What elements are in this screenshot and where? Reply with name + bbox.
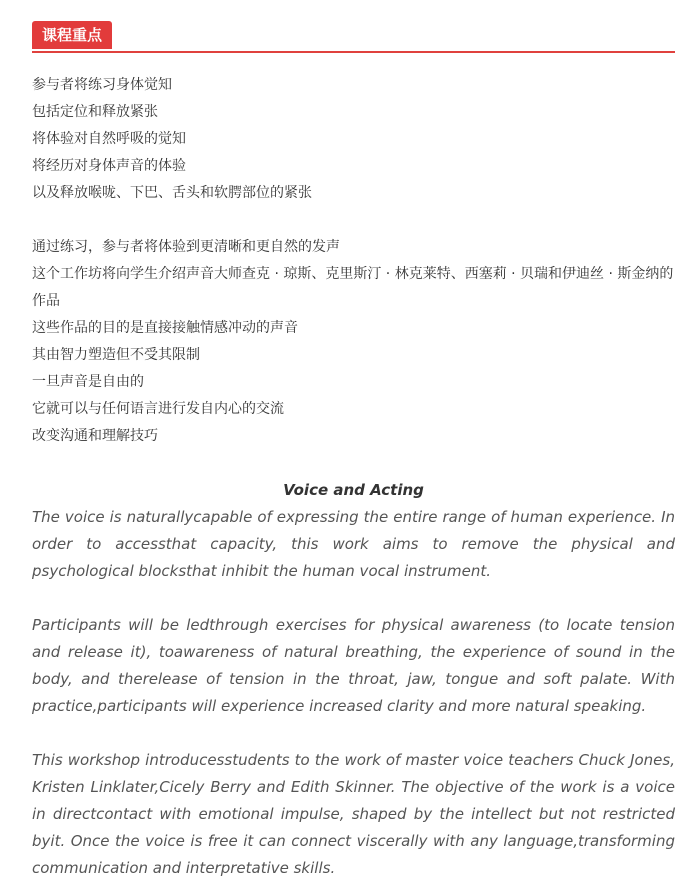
paragraph-gap (32, 207, 675, 234)
english-section-title: Voice and Acting (283, 481, 424, 499)
chinese-line: 其由智力塑造但不受其限制 (32, 347, 200, 363)
english-paragraph: Participants will be ledthrough exercises for physical awareness (to locate tension and release it), toawareness of natural breathing, the experience of sound in the body, and therelease of tension in the throat, jaw, tongue and soft palate. With practice,participants will experience increased clarity and more natural speaking. (32, 616, 675, 715)
chinese-line: 一旦声音是自由的 (32, 374, 144, 390)
chinese-line: 以及释放喉咙、下巴、舌头和软腭部位的紧张 (32, 185, 312, 201)
chinese-text-block (32, 72, 675, 450)
chinese-line: 参与者将练习身体觉知 (32, 77, 172, 93)
chinese-line: 改变沟通和理解技巧 (32, 428, 158, 444)
section-title-badge: 课程重点 (32, 21, 112, 49)
paragraph-gap (32, 585, 675, 612)
english-paragraph: This workshop introducesstudents to the work of master voice teachers Chuck Jones, Kristen Linklater,Cicely Berry and Edith Skinner. The objective of the work is a voice in directcontact with emotional impulse, shaped by the intellect but not restricted byit. Once the voice is free it can connect viscerally with any language,transforming communication and interpretative skills. (32, 751, 675, 877)
chinese-line: 它就可以与任何语言进行发自内心的交流 (32, 401, 284, 417)
section-header (32, 20, 675, 53)
chinese-line: 将体验对自然呼吸的觉知 (32, 131, 186, 147)
paragraph-gap (32, 720, 675, 747)
chinese-line: 这个工作坊将向学生介绍声音大师查克 · 琼斯、克里斯汀 · 林克莱特、西塞莉 · 贝瑞和伊迪丝 · 斯金纳的作品 (32, 266, 674, 309)
chinese-line: 将经历对身体声音的体验 (32, 158, 186, 174)
chinese-line: 通过练习，参与者将体验到更清晰和更自然的发声 (32, 239, 340, 255)
chinese-line: 包括定位和释放紧张 (32, 104, 158, 120)
article-body (32, 20, 675, 882)
chinese-line: 这些作品的目的是直接接触情感冲动的声音 (32, 320, 298, 336)
english-paragraph: The voice is naturallycapable of expressing the entire range of human experience. In order to accessthat capacity, this work aims to remove the physical and psychological blocksthat inhibit the human vocal instrument. (32, 508, 675, 580)
